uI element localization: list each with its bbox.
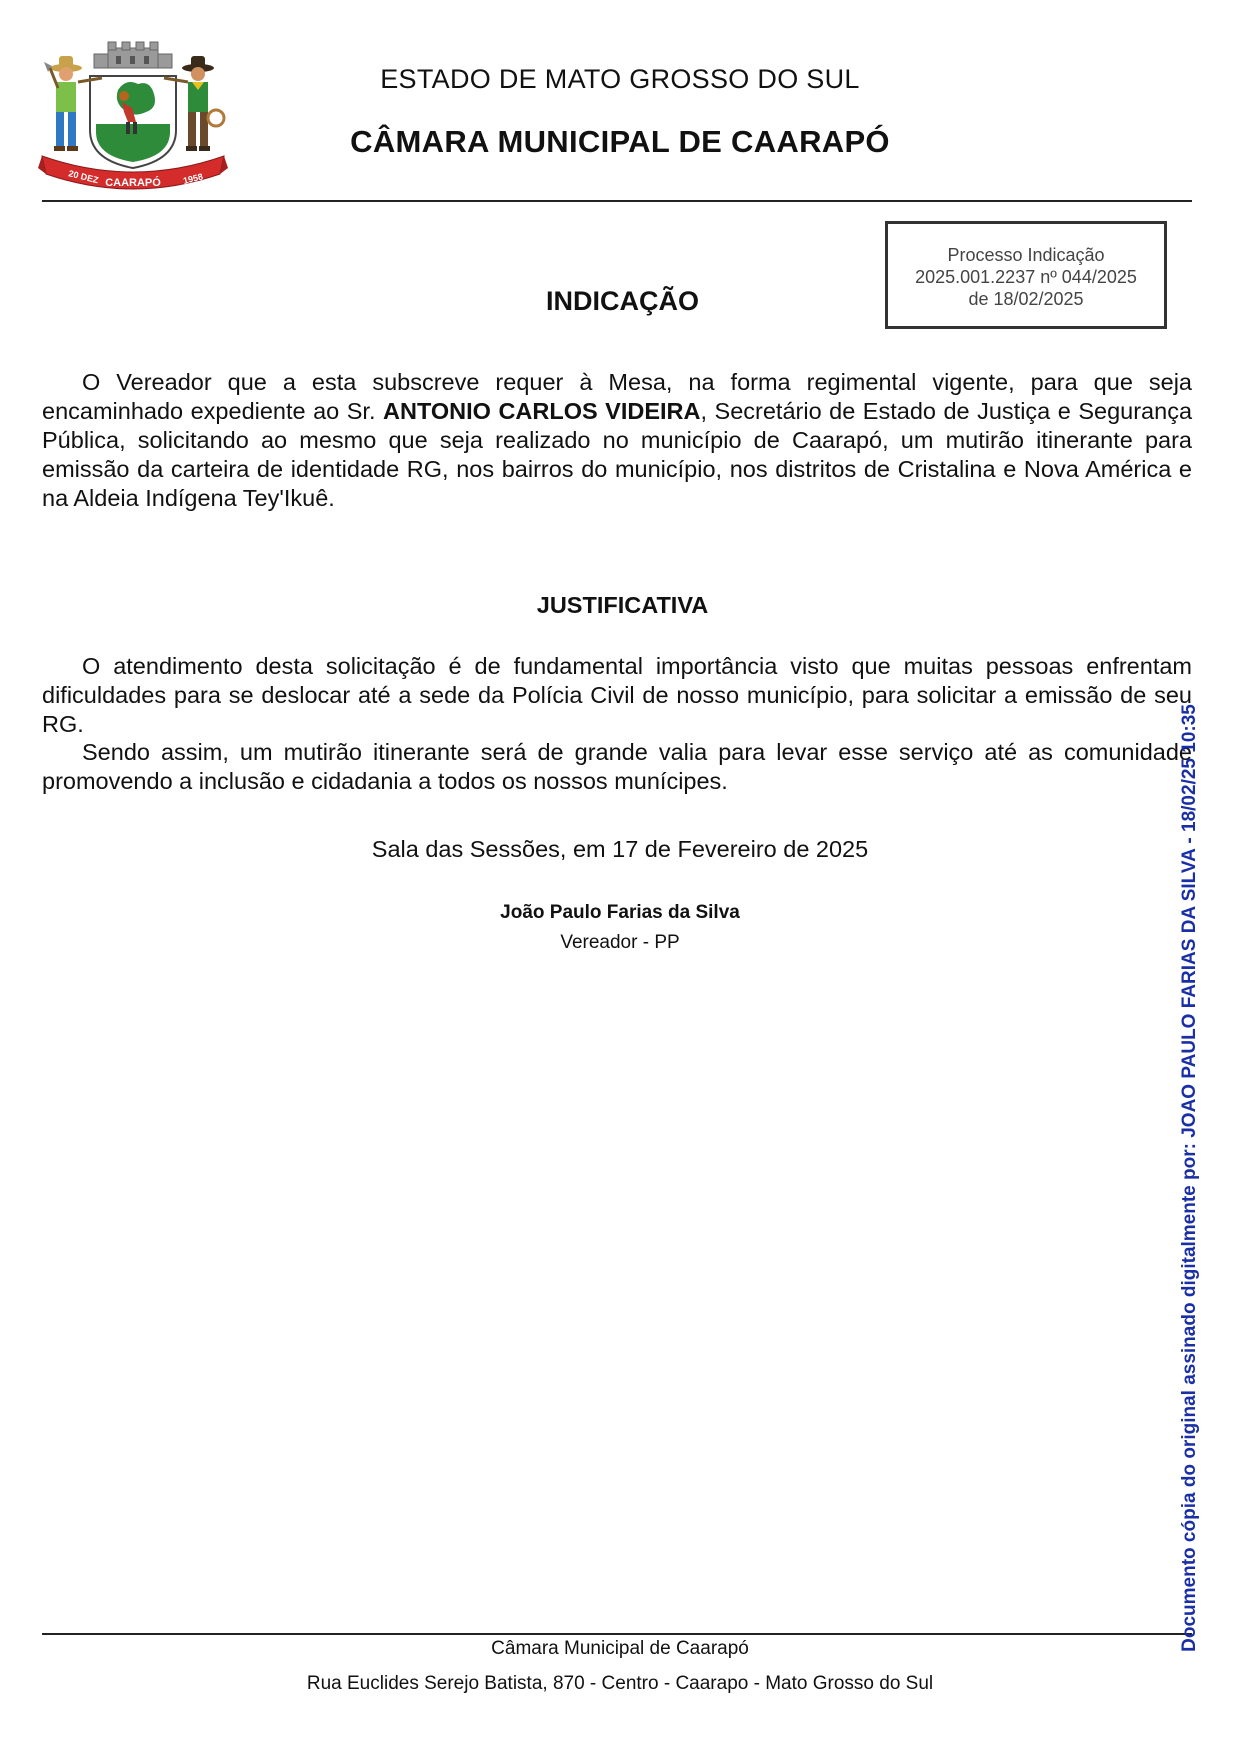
request-text-start: O Vereador que a esta subscreve requer à Mesa, na forma regimental vigente, para que seja encaminhado expediente ao Sr. xyxy=(42,369,1192,424)
justification-text-1: O atendimento desta solicitação é de fundamental importância visto que muitas pessoas enfrentam dificuldades para se deslocar até a sede da Polícia Civil de nosso município, para solicitar a emissão de seu RG. xyxy=(42,653,1192,737)
stamp-line-3: de 18/02/2025 xyxy=(968,289,1084,309)
municipal-coat-of-arms xyxy=(38,38,228,193)
footer-institution: Câmara Municipal de Caarapó xyxy=(491,1638,749,1659)
svg-text:20 DEZ: 20 DEZ xyxy=(67,168,100,186)
request-text-end: , Secretário de Estado de Justiça e Segurança Pública, solicitando ao mesmo que seja realizado no município de Caarapó, um mutirão itinerante para emissão da carteira de identidade RG, nos bairros do município, nos distritos de Cristalina e Nova América e na Aldeia Indígena Tey'Ikuê. xyxy=(42,398,1193,511)
stamp-line-2: 2025.001.2237 nº 044/2025 xyxy=(915,267,1137,287)
svg-text:CAARAPÓ: CAARAPÓ xyxy=(105,177,161,189)
stamp-line-1: Processo Indicação xyxy=(947,245,1105,265)
svg-text:1958: 1958 xyxy=(182,171,204,186)
place-and-date: Sala das Sessões, em 17 de Fevereiro de 2025 xyxy=(371,836,869,862)
recipient-name: ANTONIO CARLOS VIDEIRA xyxy=(383,398,701,424)
digital-signature-note: Documento cópia do original assinado digitalmente por: JOAO PAULO FARIAS DA SILVA - 18/02/25 10:35 xyxy=(1179,704,1200,1652)
header-divider xyxy=(42,200,1192,202)
signer-name: João Paulo Farias da Silva xyxy=(500,902,740,923)
justification-text-2: Sendo assim, um mutirão itinerante será de grande valia para levar esse serviço até as comunidade promovendo a inclusão e cidadania a todos os nossos munícipes. xyxy=(42,739,1192,794)
process-stamp xyxy=(885,221,1167,329)
document-title: INDICAÇÃO xyxy=(546,286,699,316)
justification-paragraph-2 xyxy=(42,738,1192,796)
justification-heading: JUSTIFICATIVA xyxy=(536,592,709,618)
footer-address: Rua Euclides Serejo Batista, 870 - Centro - Caarapo - Mato Grosso do Sul xyxy=(306,1673,934,1694)
signer-role: Vereador - PP xyxy=(560,932,680,953)
request-paragraph xyxy=(42,368,1192,513)
camara-header: CÂMARA MUNICIPAL DE CAARAPÓ xyxy=(350,124,890,159)
justification-paragraph-1 xyxy=(42,652,1192,739)
footer-divider xyxy=(42,1633,1192,1635)
state-header: ESTADO DE MATO GROSSO DO SUL xyxy=(380,64,860,94)
